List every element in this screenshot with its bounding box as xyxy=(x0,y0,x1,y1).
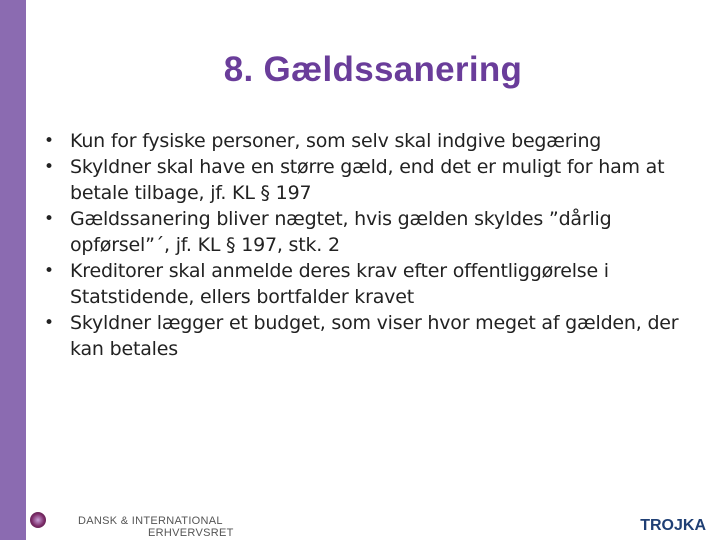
bullet-item xyxy=(44,154,684,206)
bullet-icon: • xyxy=(44,313,54,333)
bullet-text: Skyldner lægger et budget, som viser hvor meget af gælden, der kan betales xyxy=(70,312,679,360)
bullet-icon: • xyxy=(44,261,54,281)
bullet-list xyxy=(44,128,684,362)
bullet-item xyxy=(44,258,684,310)
bullet-text: Skyldner skal have en større gæld, end det er muligt for ham at betale tilbage, jf. KL § 197 xyxy=(70,156,665,204)
bullet-item xyxy=(44,128,684,154)
seal-logo-icon xyxy=(30,512,46,528)
bullet-text: Gældssanering bliver nægtet, hvis gælden skyldes ”dårlig opførsel”´, jf. KL § 197, stk. 2 xyxy=(70,208,612,256)
bullet-icon: • xyxy=(44,157,54,177)
footer-organization xyxy=(78,515,234,539)
bullet-icon: • xyxy=(44,209,54,229)
bullet-item xyxy=(44,310,684,362)
slide-title: 8. Gældssanering xyxy=(223,50,523,89)
bullet-text: Kreditorer skal anmelde deres krav efter offentliggørelse i Statstidende, ellers bortfalder kravet xyxy=(70,260,609,308)
bullet-text: Kun for fysiske personer, som selv skal indgive begæring xyxy=(70,130,602,152)
footer-brand-logo: TROJKA xyxy=(640,517,706,534)
footer-org-line2: ERHVERVSRET xyxy=(148,527,234,539)
footer-org-line1: DANSK & INTERNATIONAL xyxy=(78,515,223,527)
bullet-item xyxy=(44,206,684,258)
bullet-icon: • xyxy=(44,131,54,151)
